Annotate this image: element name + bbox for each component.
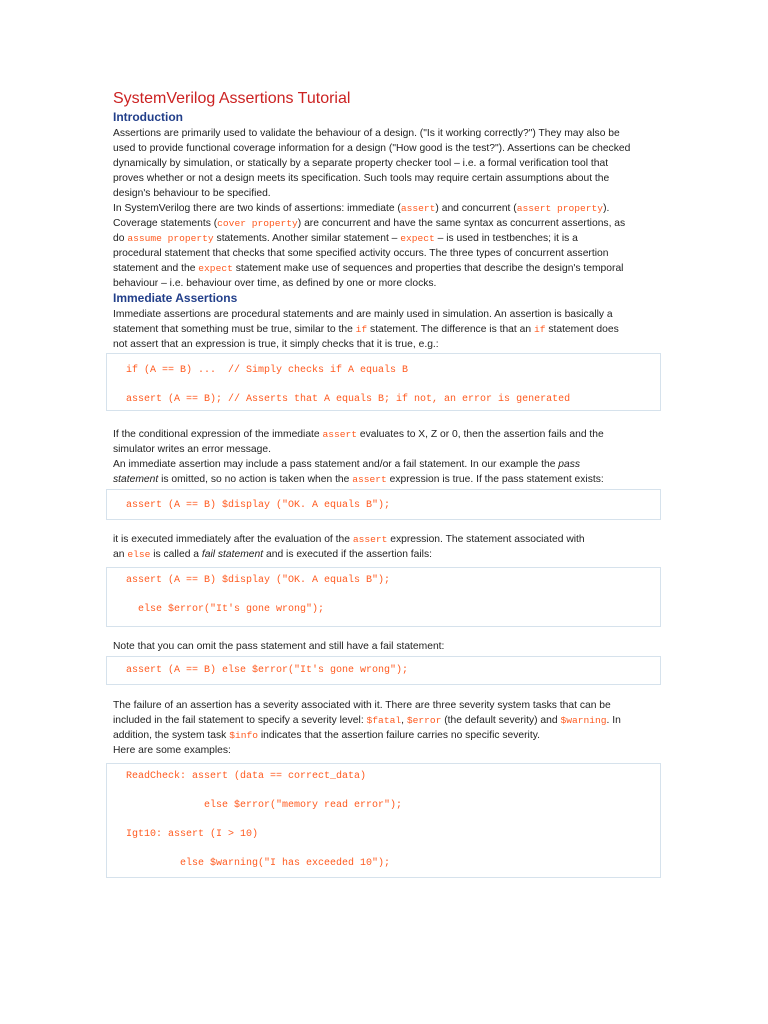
code-line: assert (A == B) $display ("OK. A equals B"); — [126, 500, 391, 511]
text-line: do assume property statements. Another similar statement – expect – is used in testbenches; it is a — [113, 233, 578, 245]
immediate-paragraph-5 — [113, 698, 658, 758]
immediate-paragraph-1 — [113, 307, 658, 352]
code-line: else $warning("I has exceeded 10"); — [126, 858, 391, 869]
inline-code: $fatal — [366, 715, 402, 727]
text-line: If the conditional expression of the immediate assert evaluates to X, Z or 0, then the assertion fails and the — [113, 429, 604, 440]
inline-code: cover property — [217, 218, 298, 230]
text-line: included in the fail statement to specify a severity level: $fatal, $error (the default severity) and $warning. In — [113, 715, 621, 727]
text-line: not assert that an expression is true, it simply checks that it is true, e.g.: — [113, 339, 439, 351]
text-line: In SystemVerilog there are two kinds of assertions: immediate (assert) and concurrent (assert property). — [113, 203, 610, 214]
inline-code: expect — [198, 263, 233, 275]
text-line: statement and the expect statement make use of sequences and properties that describe the design's temporal — [113, 263, 624, 275]
heading-introduction: Introduction — [113, 110, 183, 124]
text-line: An immediate assertion may include a pass statement and/or a fail statement. In our example the pass — [113, 459, 581, 471]
inline-code: $error — [406, 715, 442, 727]
text-line: Coverage statements (cover property) are concurrent and have the same syntax as concurrent assertions, as — [113, 218, 626, 230]
text-line: Note that you can omit the pass statement and still have a fail statement: — [113, 641, 445, 652]
text-line: design's behaviour to be specified. — [113, 188, 271, 200]
text-line: proves whether or not a design meets its specification. Such tools may require certain assumptions about the — [113, 173, 610, 185]
inline-code: expect — [400, 233, 435, 245]
text-line: it is executed immediately after the evaluation of the assert expression. The statement associated with — [113, 534, 585, 545]
intro-paragraph-2 — [113, 201, 658, 292]
intro-paragraph-1 — [113, 126, 658, 201]
inline-code: $info — [229, 730, 258, 742]
text-line: The failure of an assertion has a severity associated with it. There are three severity system tasks that can be — [113, 700, 611, 711]
code-line: Igt10: assert (I > 10) — [126, 829, 259, 840]
text-line: statement is omitted, so no action is taken when the assert expression is true. If the pass statement exists: — [113, 474, 604, 486]
text-line: dynamically by simulation, or statically by a separate property checker tool – i.e. a formal verification tool that — [113, 158, 609, 170]
immediate-paragraph-3 — [113, 532, 658, 562]
text-line: procedural statement that checks that some specified activity occurs. The three types of concurrent assertion — [113, 248, 609, 260]
inline-code: assert — [352, 534, 388, 545]
immediate-paragraph-4 — [113, 639, 658, 654]
code-block-1 — [106, 353, 661, 411]
inline-code: assert — [352, 474, 387, 486]
heading-immediate-assertions: Immediate Assertions — [113, 291, 238, 305]
text-line: Immediate assertions are procedural statements and are mainly used in simulation. An assertion is basically a — [113, 309, 613, 320]
inline-code: if — [533, 324, 546, 336]
code-block-5 — [106, 763, 661, 878]
code-line: assert (A == B); // Asserts that A equals B; if not, an error is generated — [126, 394, 571, 405]
text-line: used to provide functional coverage information for a design ("How good is the test?"). Assertions can be checked — [113, 143, 631, 155]
inline-code: assert — [322, 429, 358, 440]
code-line: assert (A == B) $display ("OK. A equals B"); — [126, 575, 391, 586]
inline-code: assume property — [127, 233, 214, 245]
text-line: simulator writes an error message. — [113, 444, 271, 456]
code-line: else $error("memory read error"); — [126, 800, 403, 811]
page-title: SystemVerilog Assertions Tutorial — [113, 90, 351, 107]
code-block-3 — [106, 567, 661, 627]
code-line: assert (A == B) else $error("It's gone wrong"); — [126, 665, 409, 676]
text-line: an else is called a fail statement and is executed if the assertion fails: — [113, 549, 432, 561]
inline-code: assert — [400, 203, 436, 214]
text-line: statement that something must be true, similar to the if statement. The difference is that an if statement does — [113, 324, 619, 336]
inline-code: else — [127, 549, 151, 561]
text-line: Assertions are primarily used to validate the behaviour of a design. ("Is it working correctly?") They may also be — [113, 128, 620, 139]
code-block-4 — [106, 656, 661, 685]
text-line: addition, the system task $info indicates that the assertion failure carries no specific severity. — [113, 730, 540, 742]
code-line: else $error("It's gone wrong"); — [126, 604, 325, 615]
code-line: ReadCheck: assert (data == correct_data) — [126, 771, 367, 782]
inline-code: $warning — [560, 715, 607, 727]
inline-code: if — [355, 324, 368, 336]
text-line: behaviour – i.e. behaviour over time, as defined by one or more clocks. — [113, 278, 437, 290]
inline-code: assert property — [516, 203, 604, 214]
immediate-paragraph-2 — [113, 427, 658, 487]
code-block-2 — [106, 489, 661, 520]
text-line: Here are some examples: — [113, 745, 231, 757]
code-line: if (A == B) ... // Simply checks if A equals B — [126, 365, 409, 376]
